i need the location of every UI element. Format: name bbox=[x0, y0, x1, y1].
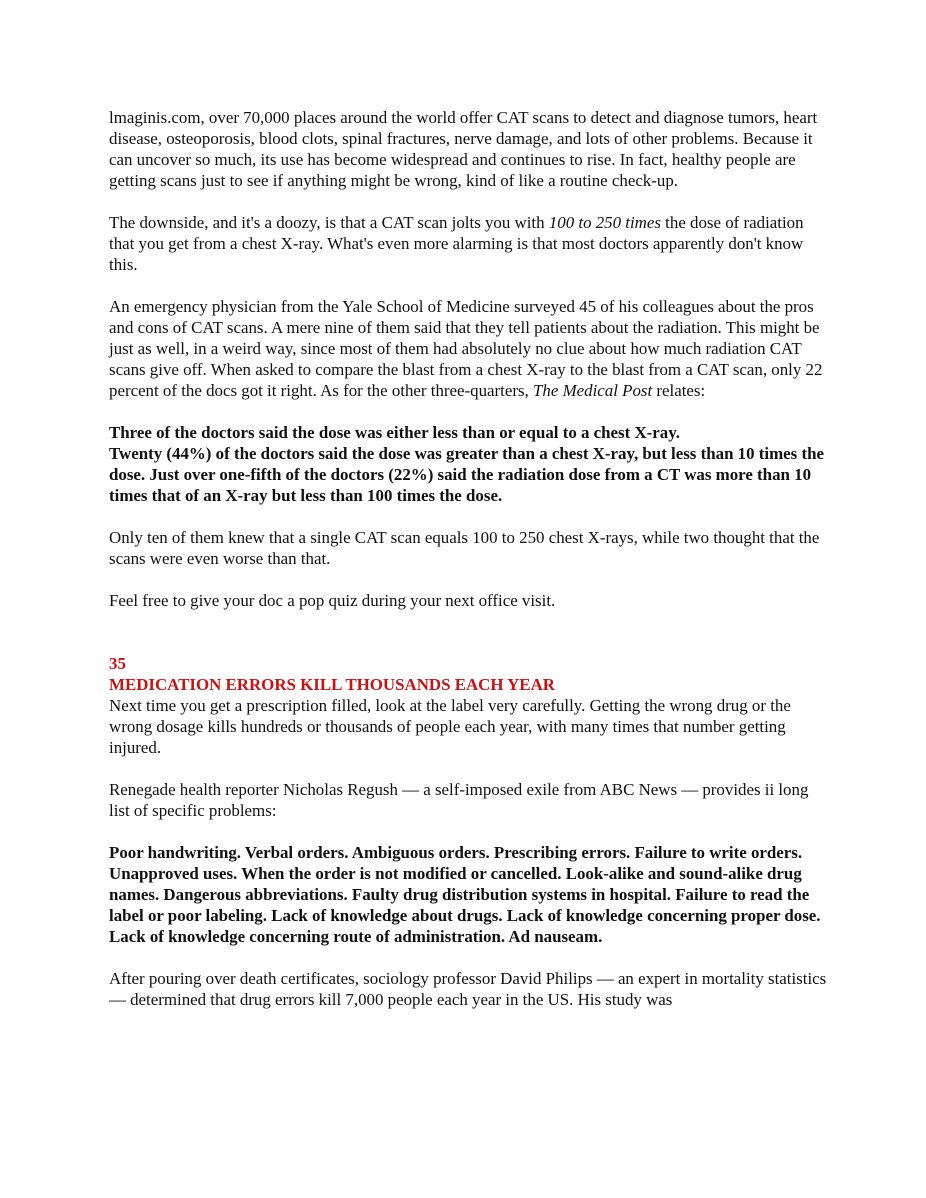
paragraph-downside-text-b: the dose of radiation that you get from a chest X-ray. What's even more alarming is that most doctors apparently don't know this. bbox=[109, 213, 804, 274]
publication-title: The Medical Post bbox=[533, 381, 653, 400]
paragraph-gap bbox=[109, 758, 829, 779]
paragraph-downside bbox=[109, 212, 829, 275]
paragraph-gap bbox=[109, 569, 829, 590]
quote-line-2: Twenty (44%) of the doctors said the dose was greater than a chest X-ray, but less than 10 times the dose. Just over one-fifth of the doctors (22%) said the radiation dose from a CT was more than 10 times that of an X-ray but less than 100 times the dose. bbox=[109, 444, 824, 505]
paragraph-gap bbox=[109, 947, 829, 968]
paragraph-gap bbox=[109, 821, 829, 842]
paragraph-downside-emphasis: 100 to 250 times bbox=[548, 213, 661, 232]
section-number: 35 bbox=[109, 654, 126, 673]
paragraph-yale-survey-text-a: An emergency physician from the Yale School of Medicine surveyed 45 of his colleagues about the pros and cons of CAT scans. A mere nine of them said that they tell patients about the radiation. This might be just as well, in a weird way, since most of them had absolutely no clue about how much radiation CAT scans give off. When asked to compare the blast from a chest X-ray to the blast from a CAT scan, only 22 percent of the docs got it right. As for the other three-quarters, bbox=[109, 297, 823, 400]
quote-line-1: Three of the doctors said the dose was either less than or equal to a chest X-ray. bbox=[109, 423, 680, 442]
paragraph-gap bbox=[109, 506, 829, 527]
paragraph-prescription: Next time you get a prescription filled, look at the label very carefully. Getting the wrong drug or the wrong dosage kills hundreds or thousands of people each year, with many times that number getting injured. bbox=[109, 696, 791, 757]
document-page bbox=[109, 107, 829, 1010]
paragraph-only-ten: Only ten of them knew that a single CAT scan equals 100 to 250 chest X-rays, while two thought that the scans were even worse than that. bbox=[109, 528, 820, 568]
paragraph-philips-study: After pouring over death certificates, sociology professor David Philips — an expert in mortality statistics — determined that drug errors kill 7,000 people each year in the US. His study was bbox=[109, 969, 827, 1009]
section-gap bbox=[109, 611, 829, 653]
paragraph-regush: Renegade health reporter Nicholas Regush — a self-imposed exile from ABC News — provides ii long list of specific problems: bbox=[109, 780, 809, 820]
paragraph-downside-text-a: The downside, and it's a doozy, is that a CAT scan jolts you with bbox=[109, 213, 549, 232]
paragraph-gap bbox=[109, 275, 829, 296]
paragraph-yale-survey bbox=[109, 296, 829, 401]
paragraph-gap bbox=[109, 191, 829, 212]
quote-survey-results bbox=[109, 422, 829, 506]
paragraph-pop-quiz: Feel free to give your doc a pop quiz during your next office visit. bbox=[109, 591, 556, 610]
paragraph-gap bbox=[109, 401, 829, 422]
paragraph-cat-scan-intro: lmaginis.com, over 70,000 places around the world offer CAT scans to detect and diagnose tumors, heart disease, osteoporosis, blood clots, spinal fractures, nerve damage, and lots of other problems. Because it can uncover so much, its use has become widespread and continues to rise. In fact, healthy people are getting scans just to see if anything might be wrong, kind of like a routine check-up. bbox=[109, 108, 818, 190]
section-title: MEDICATION ERRORS KILL THOUSANDS EACH YEAR bbox=[109, 675, 555, 694]
paragraph-yale-survey-text-b: relates: bbox=[652, 381, 706, 400]
quote-problem-list: Poor handwriting. Verbal orders. Ambiguous orders. Prescribing errors. Failure to write orders. Unapproved uses. When the order is not modified or cancelled. Look-alike and sound-alike drug names. Dangerous abbreviations. Faulty drug distribution systems in hospital. Failure to read the label or poor labeling. Lack of knowledge about drugs. Lack of knowledge concerning proper dose. Lack of knowledge concerning route of administration. Ad nauseam. bbox=[109, 843, 821, 946]
